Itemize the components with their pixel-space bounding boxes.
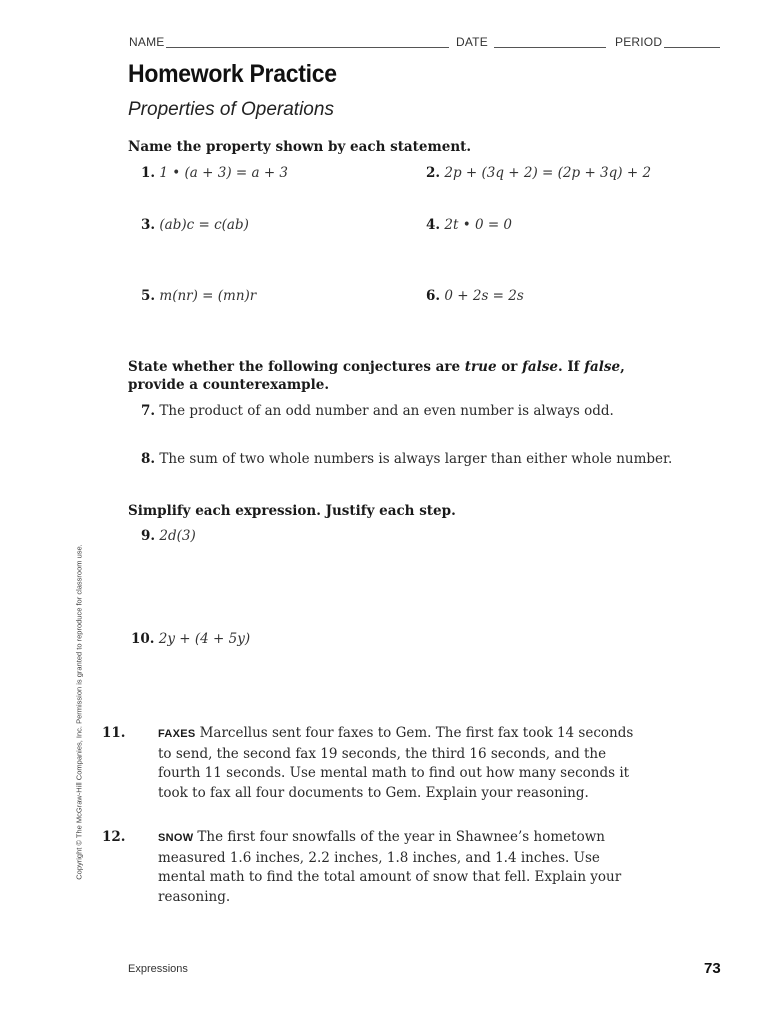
problem-1 bbox=[141, 164, 288, 184]
copyright-notice: Copyright © The McGraw-Hill Companies, Inc. Permission is granted to reproduce for classroom use. bbox=[74, 544, 84, 880]
problem-number: 12. bbox=[102, 829, 126, 845]
problem-10 bbox=[131, 630, 250, 650]
section1-instruction: Name the property shown by each statement. bbox=[128, 139, 472, 155]
problem-7 bbox=[141, 402, 614, 422]
problem-5 bbox=[141, 287, 256, 307]
footer-chapter: Expressions bbox=[128, 963, 188, 975]
period-label: PERIOD bbox=[615, 35, 663, 49]
problem-number: 5. bbox=[141, 288, 156, 304]
period-field[interactable] bbox=[664, 47, 720, 48]
name-field[interactable] bbox=[166, 47, 449, 48]
problem-expression: (ab)c = c(ab) bbox=[159, 217, 249, 233]
problem-4 bbox=[426, 216, 512, 236]
problem-expression: 2t • 0 = 0 bbox=[444, 217, 513, 233]
problem-number: 6. bbox=[426, 288, 441, 304]
problem-text: The product of an odd number and an even number is always odd. bbox=[159, 403, 614, 419]
problem-6 bbox=[426, 287, 524, 307]
date-field[interactable] bbox=[494, 47, 606, 48]
problem-number: 4. bbox=[426, 217, 441, 233]
problem-expression: 0 + 2s = 2s bbox=[444, 288, 524, 304]
problem-number: 10. bbox=[131, 631, 155, 647]
problem-text: The first four snowfalls of the year in Shawnee’s hometown measured 1.6 inches, 2.2 inches, 1.8 inches, and 1.4 inches. Use mental math to find the total amount of snow that fell. Explain your reasoning. bbox=[158, 829, 622, 905]
problem-number: 8. bbox=[141, 451, 156, 467]
problem-8 bbox=[141, 450, 672, 470]
problem-number: 11. bbox=[102, 725, 126, 741]
problem-9 bbox=[141, 527, 196, 547]
problem-3 bbox=[141, 216, 249, 236]
problem-number: 2. bbox=[426, 165, 441, 181]
section2-instruction: State whether the following conjectures are true or false. If false, provide a counterexample. bbox=[128, 359, 625, 393]
page-number: 73 bbox=[704, 960, 721, 977]
problem-expression: m(nr) = (mn)r bbox=[159, 288, 257, 304]
word-problem-12 bbox=[102, 828, 650, 907]
page-subtitle: Properties of Operations bbox=[128, 99, 334, 120]
problem-number: 7. bbox=[141, 403, 156, 419]
problem-expression: 1 • (a + 3) = a + 3 bbox=[159, 165, 289, 181]
problem-expression: 2p + (3q + 2) = (2p + 3q) + 2 bbox=[444, 165, 652, 181]
problem-number: 9. bbox=[141, 528, 156, 544]
page-title: Homework Practice bbox=[128, 60, 337, 88]
problem-number: 3. bbox=[141, 217, 156, 233]
problem-tag: SNOW bbox=[158, 832, 194, 844]
problem-text: The sum of two whole numbers is always larger than either whole number. bbox=[159, 451, 673, 467]
problem-number: 1. bbox=[141, 165, 156, 181]
problem-2 bbox=[426, 164, 651, 184]
date-label: DATE bbox=[456, 35, 488, 49]
name-label: NAME bbox=[129, 35, 165, 49]
word-problem-11 bbox=[102, 724, 650, 803]
problem-text: Marcellus sent four faxes to Gem. The first fax took 14 seconds to send, the second fax 19 seconds, the third 16 seconds, and the fourth 11 seconds. Use mental math to find out how many seconds it took to fax all four documents to Gem. Explain your reasoning. bbox=[158, 725, 634, 801]
problem-tag: FAXES bbox=[158, 728, 196, 740]
section3-instruction: Simplify each expression. Justify each step. bbox=[128, 503, 456, 519]
problem-expression: 2y + (4 + 5y) bbox=[158, 631, 251, 647]
problem-expression: 2d(3) bbox=[159, 528, 196, 544]
